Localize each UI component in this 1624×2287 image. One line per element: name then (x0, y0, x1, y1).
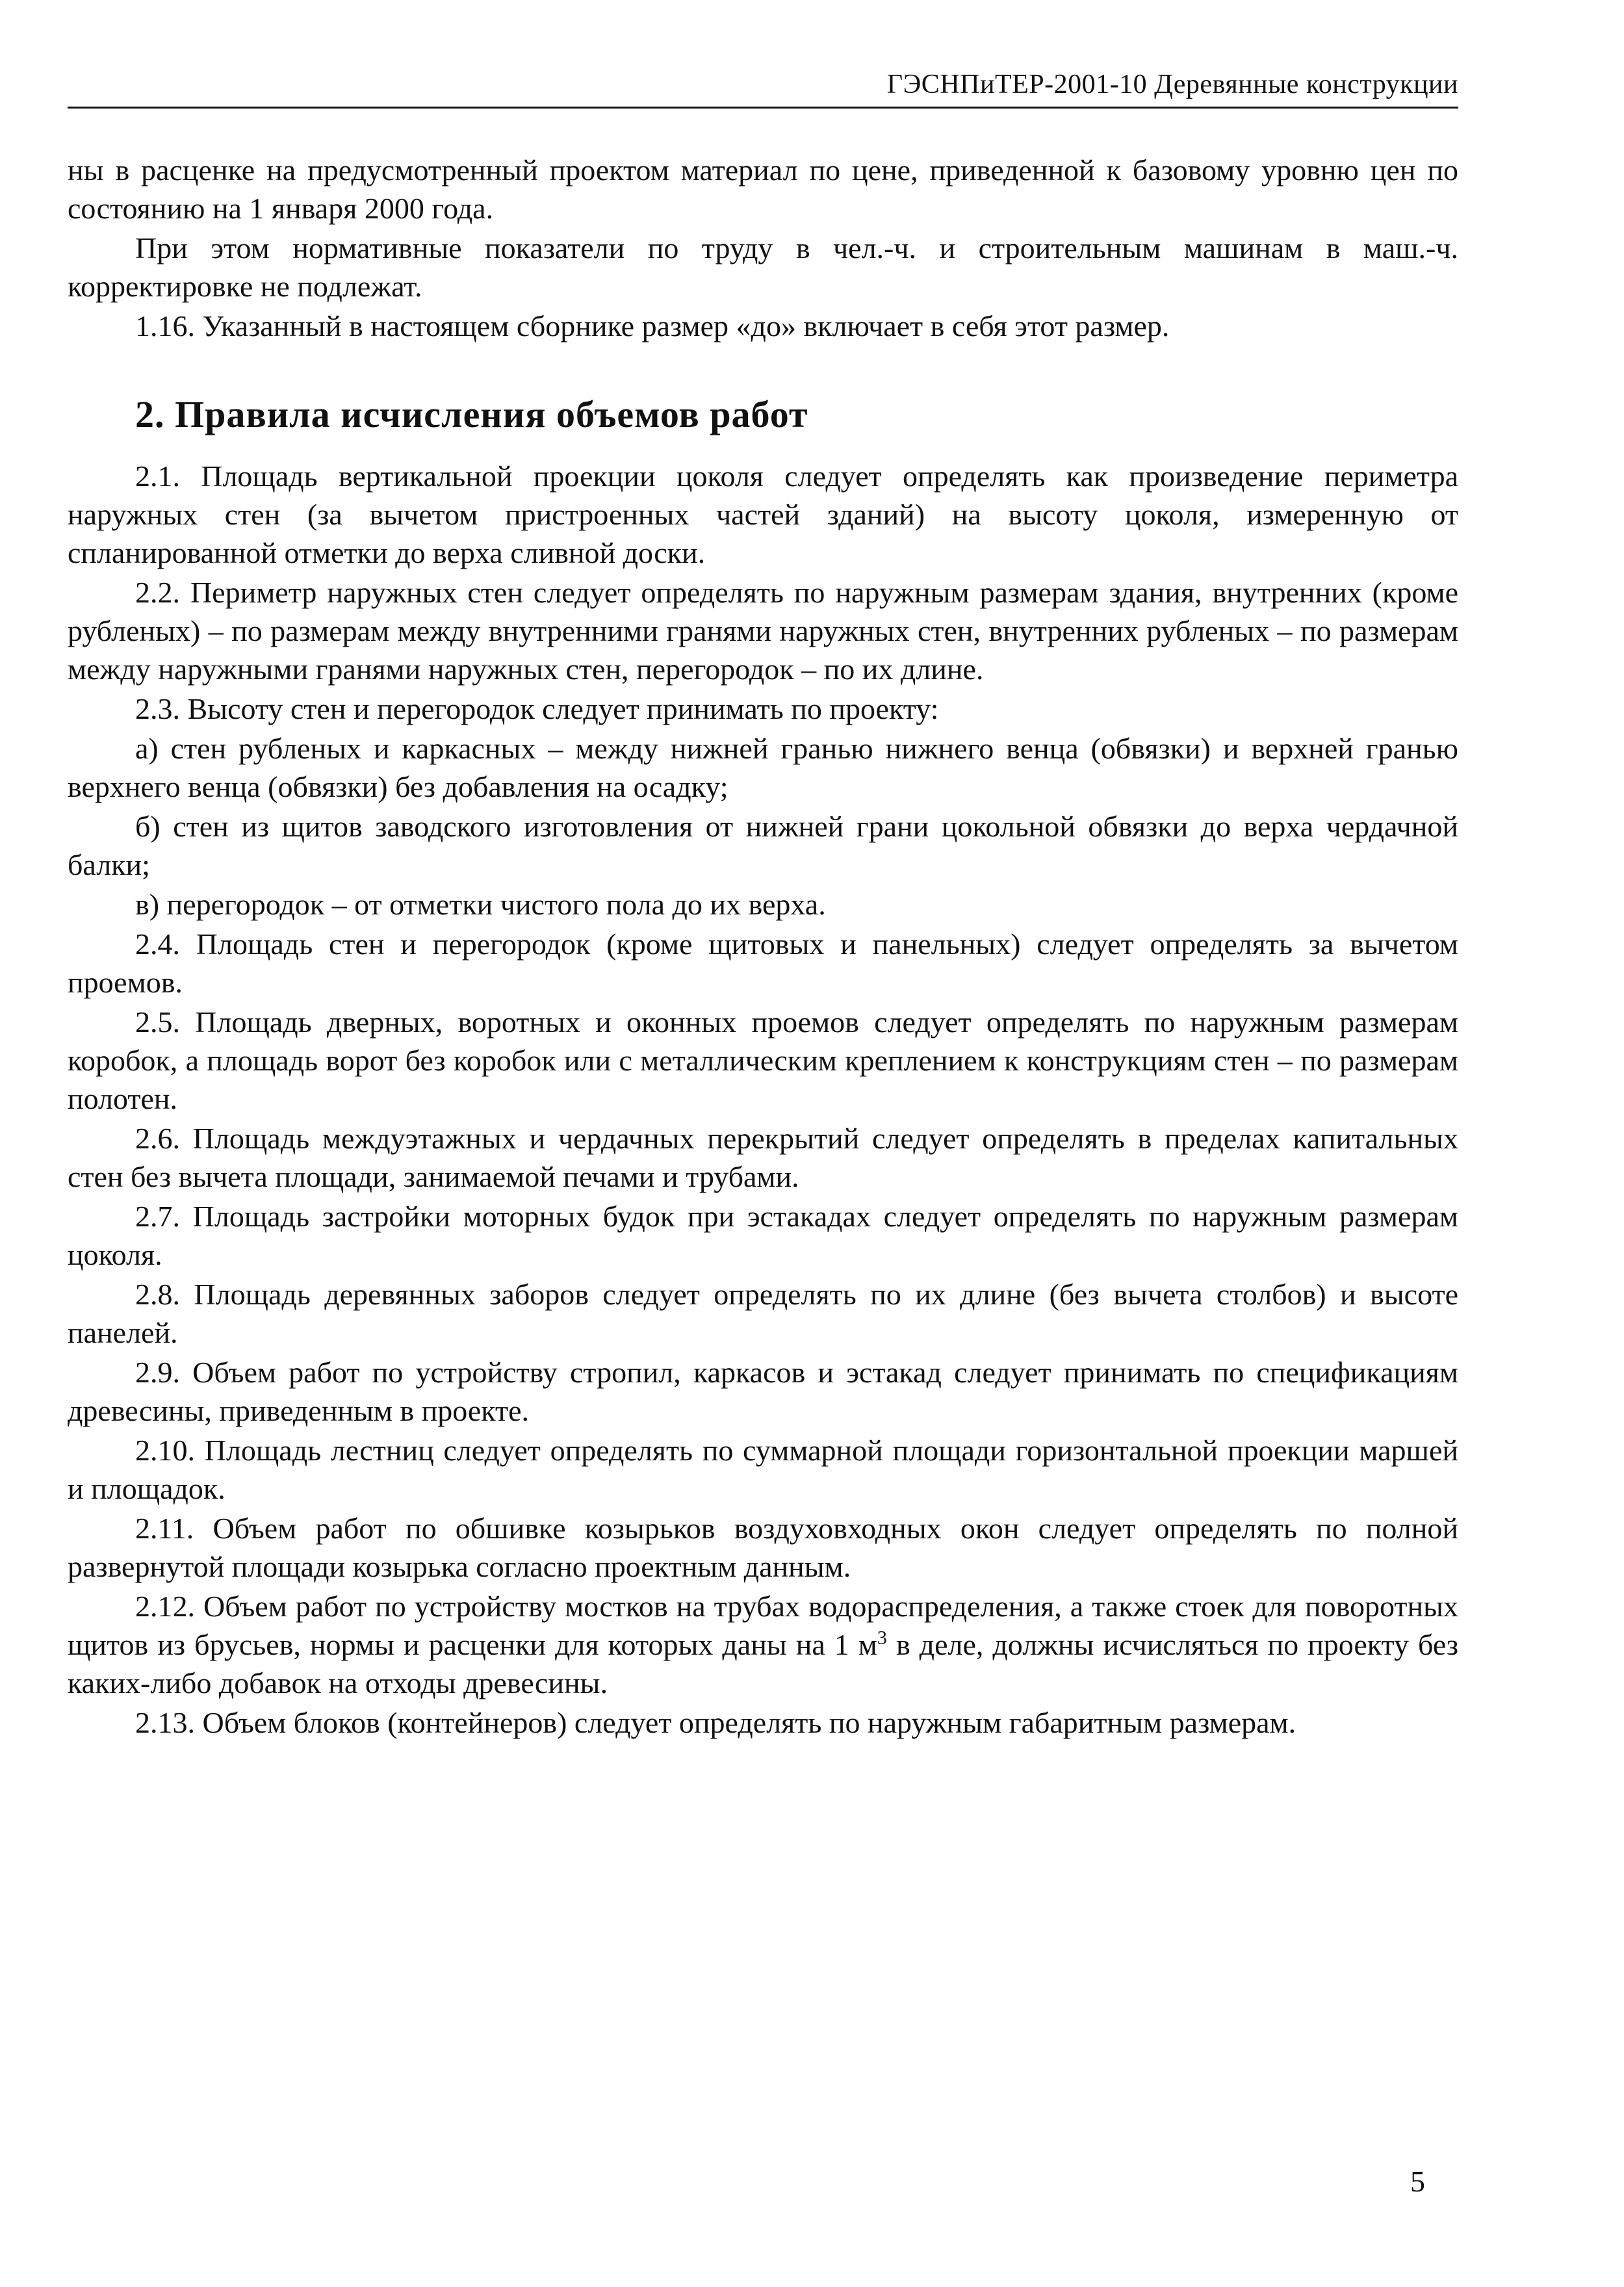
paragraph-2-6: 2.6. Площадь междуэтажных и чердачных перекрытий следует определять в пределах капитальных стен без вычета площади, занимаемой печами и трубами. (68, 1122, 1458, 1193)
paragraph-2-7: 2.7. Площадь застройки моторных будок при эстакадах следует определять по наружным размерам цоколя. (68, 1200, 1458, 1271)
paragraph-2-8: 2.8. Площадь деревянных заборов следует определять по их длине (без вычета столбов) и высоте панелей. (68, 1278, 1458, 1349)
paragraph-2-9: 2.9. Объем работ по устройству стропил, каркасов и эстакад следует принимать по спецификациям древесины, приведенным в проекте. (68, 1356, 1458, 1427)
paragraph-2-3-b: б) стен из щитов заводского изготовления от нижней грани цокольной обвязки до верха чердачной балки; (68, 810, 1458, 881)
paragraph-labor-norms: При этом нормативные показатели по труду в чел.-ч. и строительным машинам в маш.-ч. корректировке не подлежат. (68, 231, 1458, 303)
paragraph-1-16: 1.16. Указанный в настоящем сборнике размер «до» включает в себя этот размер. (135, 309, 1170, 342)
paragraph-2-12-text-start: 2.12. Объем работ по устройству мостков на трубах водораспределения, а также стоек для поворотных щитов из брусьев, нормы и расценки для которых даны на 1 м (68, 1590, 1458, 1661)
paragraph-2-10: 2.10. Площадь лестниц следует определять по суммарной площади горизонтальной проекции маршей и площадок. (68, 1434, 1458, 1505)
paragraph-2-11: 2.11. Объем работ по обшивке козырьков воздуховходных окон следует определять по полной развернутой площади козырька согласно проектным данным. (68, 1512, 1458, 1583)
paragraph-2-12-text-end: в деле, должны исчисляться по проекту без каких-либо добавок на отходы древесины. (68, 1628, 1458, 1699)
paragraph-2-4: 2.4. Площадь стен и перегородок (кроме щитовых и панельных) следует определять за вычетом проемов. (68, 927, 1458, 999)
running-header (68, 62, 1458, 109)
section-title: 2. Правила исчисления объемов работ (135, 393, 808, 435)
running-title: ГЭСНПиТЕР-2001-10 Деревянные конструкции (886, 70, 1458, 99)
cubic-superscript: 3 (877, 1627, 887, 1649)
paragraph-2-5: 2.5. Площадь дверных, воротных и оконных проемов следует определять по наружным размерам коробок, а площадь ворот без коробок или с металлическим креплением к конструкциям стен – по размерам полотен. (68, 1005, 1458, 1115)
page-number: 5 (1410, 2165, 1425, 2198)
paragraph-2-3-c: в) перегородок – от отметки чистого пола до их верха. (135, 888, 826, 921)
paragraph-continuation: ны в расценке на предусмотренный проектом материал по цене, приведенной к базовому уровню цен по состоянию на 1 января 2000 года. (68, 153, 1458, 225)
paragraph-2-13: 2.13. Объем блоков (контейнеров) следует определять по наружным габаритным размерам. (135, 1706, 1296, 1739)
paragraph-2-1: 2.1. Площадь вертикальной проекции цоколя следует определять как произведение периметра наружных стен (за вычетом пристроенных частей зданий) на высоту цоколя, измеренную от спланированной отметки до верха сливной доски. (68, 459, 1458, 569)
paragraph-2-2: 2.2. Периметр наружных стен следует определять по наружным размерам здания, внутренних (кроме рубленых) – по размерам между внутренними гранями наружных стен, внутренних рубленых – по размерам между наружными гранями наружных стен, перегородок – по их длине. (68, 576, 1458, 686)
page-body (68, 151, 1458, 1743)
paragraph-2-12 (68, 1587, 1458, 1702)
paragraph-2-3-a: а) стен рубленых и каркасных – между нижней гранью нижнего венца (обвязки) и верхней гранью верхнего венца (обвязки) без добавления на осадку; (68, 732, 1458, 803)
paragraph-2-3: 2.3. Высоту стен и перегородок следует принимать по проекту: (135, 692, 939, 725)
